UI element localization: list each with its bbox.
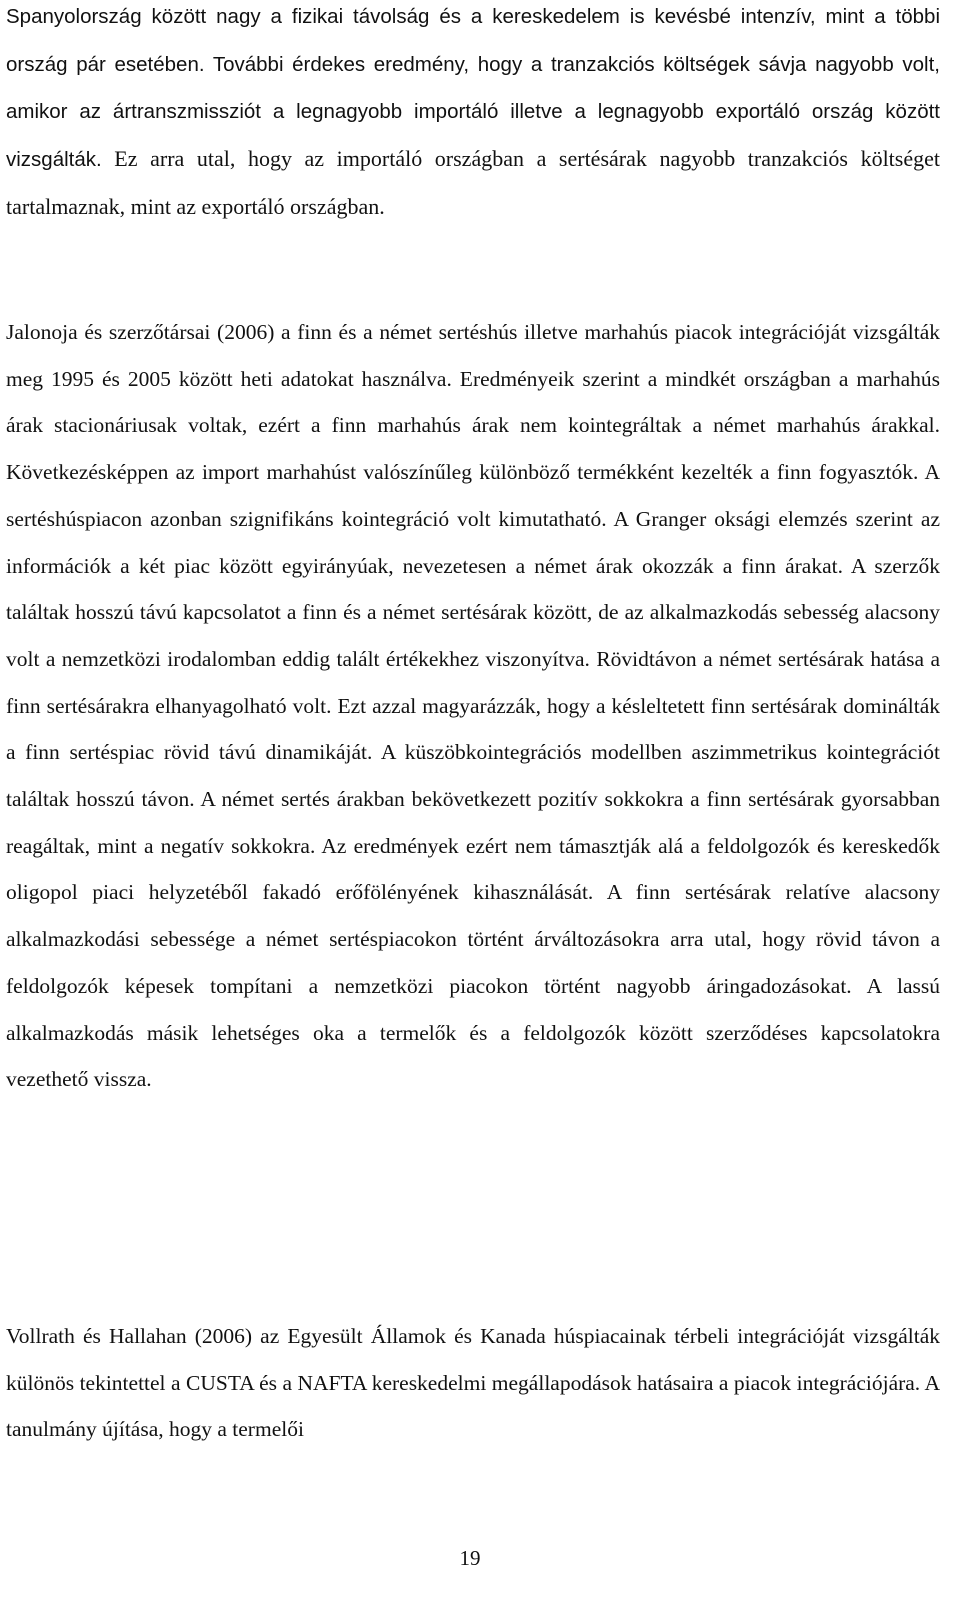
paragraph-jalonoja: Jalonoja és szerzőtársai (2006) a finn és a német sertéshús illetve marhahús piacok integrációját vizsgálták meg 1995 és 2005 között heti adatokat használva. Eredményeik szerint a mindkét országban a marhahús árak stacionáriusak voltak, ezért a finn marhahús árak nem kointegráltak a német marhahús árakkal. Következésképpen az import marhahúst valószínűleg különböző termékként kezelték a finn fogyasztók. A sertéshúspiacon azonban szignifikáns kointegráció volt kimutatható. A Granger oksági elemzés szerint az információk a két piac között egyirányúak, nevezetesen a német árak okozzák a finn árakat. A szerzők találtak hosszú távú kapcsolatot a finn és a német sertésárak között, de az alkalmazkodás sebesség alacsony volt a nemzetközi irodalomban eddig talált értékekhez viszonyítva. Rövidtávon a német sertésárak hatása a finn sertésárakra elhanyagolható volt. Ezt azzal magyarázzák, hogy a késleltetett finn sertésárak dominálták a finn sertéspiac rövid távú dinamikáját. A küszöbkointegrációs modellben aszimmetrikus kointegrációt találtak hosszú távon. A német sertés árakban bekövetkezett pozitív sokkokra a finn sertésárak gyorsabban reagáltak, mint a negatív sokkokra. Az eredmények ezért nem támasztják alá a feldolgozók és kereskedők oligopol piaci helyzetéből fakadó erőfölényének kihasználását. A finn sertésárak relatíve alacsony alkalmazkodási sebessége a német sertéspiacokon történt árváltozásokra arra utal, hogy rövid távon a feldolgozók képesek tompítani a nemzetközi piacokon történt nagyobb áringadozásokat. A lassú alkalmazkodás másik lehetséges oka a termelők és a feldolgozók között szerződéses kapcsolatokra vezethető vissza. (6, 320, 940, 1092)
paragraph-segment-serif: Ez arra utal, hogy az importáló országban a sertésárak nagyobb tranzakciós költséget tartalmaznak, mint az exportáló országban. (6, 146, 940, 219)
paragraph-continuation (6, 0, 940, 231)
page-number: 19 (459, 1546, 481, 1570)
paragraph-segment-sans: Spanyolország között nagy a fizikai távolság és a kereskedelem is kevésbé intenzív, mint a többi ország pár esetében. További érdekes eredmény, hogy a tranzakciós költségek sávja nagyobb volt, amikor az ártranszmissziót a legnagyobb importáló illetve a legnagyobb exportáló ország között vizsgálták. (6, 5, 940, 172)
paragraph-vollrath: Vollrath és Hallahan (2006) az Egyesült Államok és Kanada húspiacainak térbeli integrációját vizsgálták különös tekintettel a CUSTA és a NAFTA kereskedelmi megállapodások hatásaira a piacok integrációjára. A tanulmány újítása, hogy a termelői (6, 1324, 940, 1442)
